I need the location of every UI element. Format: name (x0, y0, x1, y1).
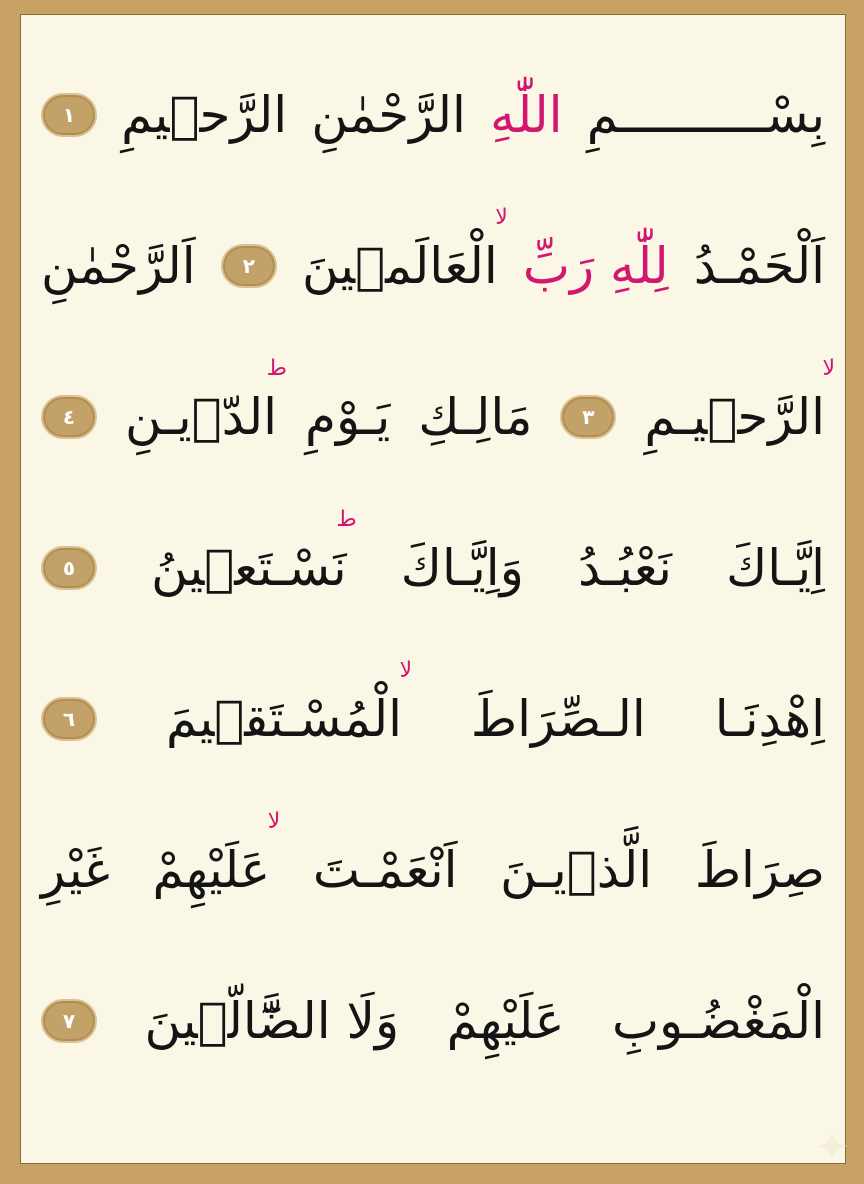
verse-word (577, 539, 672, 597)
verse-word (41, 237, 196, 295)
divine-name-word (522, 237, 669, 295)
word-text: وَاِيَّـاكَ (400, 539, 524, 597)
word-text: اللّٰهِ (490, 86, 563, 144)
word-text: الْمَغْضُـوبِ (611, 992, 825, 1050)
verse-word (125, 356, 288, 446)
verse-word (500, 841, 653, 899)
verse-line (21, 659, 845, 779)
pause-sign: لا (495, 205, 508, 230)
verse-number-marker: ٦ (41, 697, 97, 741)
verse-line (21, 961, 845, 1081)
verse-word (121, 86, 288, 144)
verse-word (586, 86, 825, 144)
verse-line (21, 206, 845, 326)
word-text: غَيْرِ (41, 841, 110, 899)
pause-sign: لا (822, 356, 835, 381)
verse-word (312, 841, 458, 899)
divine-name-word (490, 86, 563, 144)
verse-word (644, 356, 835, 446)
verse-word (144, 992, 400, 1050)
word-text: نَسْـتَع۪ينُ (151, 539, 347, 597)
verse-line (21, 357, 845, 477)
word-text: عَلَيْهِمْ (152, 841, 271, 899)
word-text: يَـوْمِ (305, 388, 391, 446)
verse-word (311, 86, 466, 144)
word-text: وَلَا الضَّٓالّ۪ينَ (144, 992, 400, 1050)
verse-word (418, 388, 533, 446)
word-text: لِلّٰهِ رَبِّ (522, 237, 669, 295)
verse-number-marker: ١ (41, 93, 97, 137)
word-text: الرَّحْمٰنِ (311, 86, 466, 144)
verse-word (726, 539, 825, 597)
word-text: مَالِـكِ (418, 388, 533, 446)
pause-sign: لا (267, 809, 281, 834)
verse-line (21, 508, 845, 628)
verse-word (693, 237, 825, 295)
word-text: اَلرَّحْمٰنِ (41, 237, 196, 295)
word-text: الْمُسْـتَق۪يمَ (165, 690, 402, 748)
verse-word (446, 992, 565, 1050)
word-text: اَلْحَمْـدُ (693, 237, 825, 295)
verse-word (151, 507, 357, 597)
word-text: اَنْعَمْـتَ (312, 841, 458, 899)
verse-number-marker: ٧ (41, 999, 97, 1043)
verse-word (694, 841, 825, 899)
word-text: اِيَّـاكَ (726, 539, 825, 597)
verse-word (305, 388, 391, 446)
verse-word (41, 841, 110, 899)
word-text: اِهْدِنَـا (714, 690, 825, 748)
word-text: الدّ۪يـنِ (125, 388, 278, 446)
word-text: نَعْبُـدُ (577, 539, 672, 597)
verse-word (301, 205, 508, 295)
verse-number-marker: ٣ (560, 395, 616, 439)
word-text: عَلَيْهِمْ (446, 992, 565, 1050)
sparkle-icon (814, 1128, 850, 1164)
word-text: الـصِّرَاطَ (470, 690, 646, 748)
verse-number-marker: ٢ (221, 244, 277, 288)
word-text: الرَّح۪يـمِ (644, 388, 825, 446)
word-text: الْعَالَم۪ينَ (301, 237, 498, 295)
verse-word (714, 690, 825, 748)
verse-word (165, 658, 412, 748)
verse-word (611, 992, 825, 1050)
word-text: بِسْــــــــــمِ (586, 86, 825, 144)
pause-sign: ط (336, 507, 357, 532)
word-text: الَّذ۪يـنَ (500, 841, 653, 899)
verse-word (470, 690, 646, 748)
verse-word (400, 539, 524, 597)
word-text: صِرَاطَ (694, 841, 825, 899)
verse-number-marker: ٤ (41, 395, 97, 439)
word-text: الرَّح۪يمِ (121, 86, 288, 144)
verse-line (21, 810, 845, 930)
pause-sign: لا (399, 658, 412, 683)
verse-word (152, 809, 281, 899)
pause-sign: ط (266, 356, 288, 381)
verse-number-marker: ٥ (41, 546, 97, 590)
verse-line (21, 55, 845, 175)
quran-page (20, 14, 846, 1164)
